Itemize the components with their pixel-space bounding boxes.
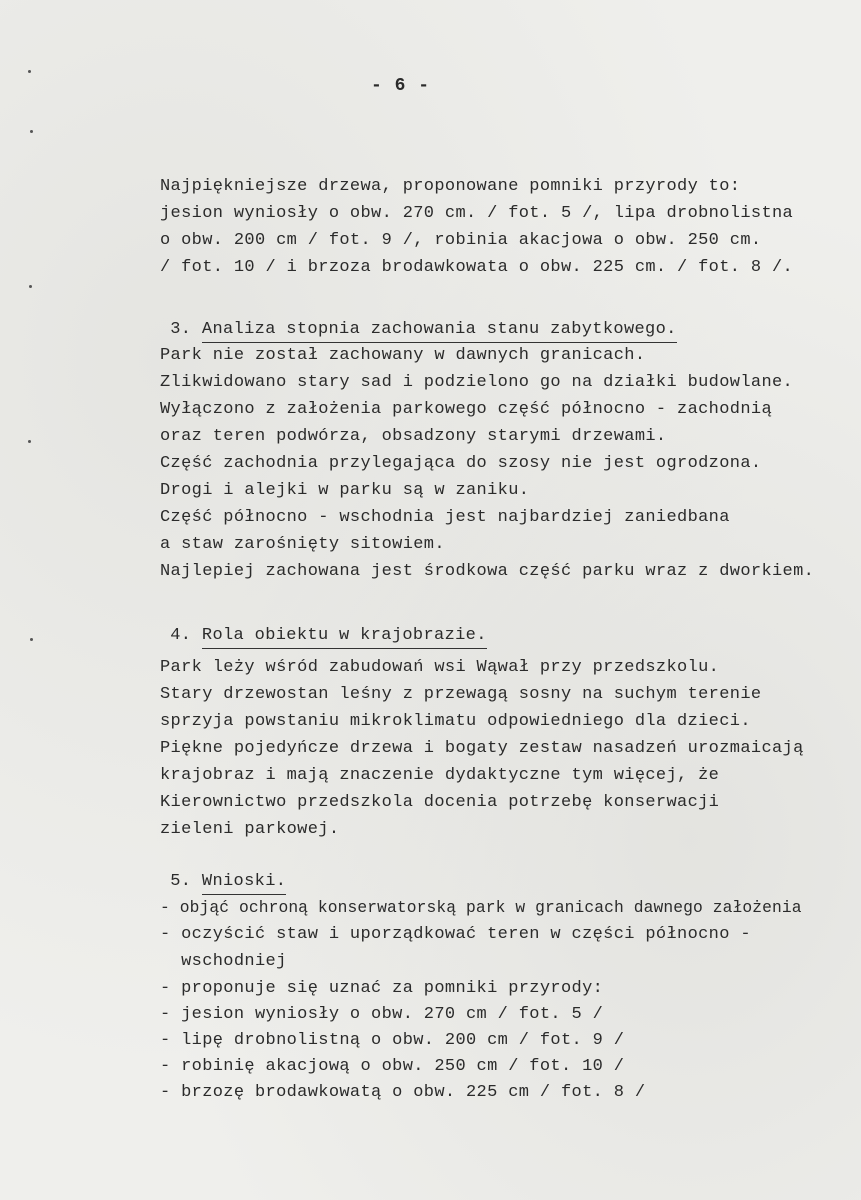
margin-dot [30,638,33,641]
section-5-line: - proponuje się uznać za pomniki przyrody: [160,979,604,998]
section-5-line: - jesion wyniosły o obw. 270 cm / fot. 5 / [160,1005,604,1024]
section-4-number: 4. [170,626,192,645]
section-3-line: Część zachodnia przylegająca do szosy nie jest ogrodzona. [160,454,762,473]
section-5-number: 5. [170,872,192,891]
section-3-line: Wyłączono z założenia parkowego część północno - zachodnią [160,400,772,419]
intro-line: Najpiękniejsze drzewa, proponowane pomniki przyrody to: [160,177,741,196]
section-3-line: Część północno - wschodnia jest najbardziej zaniedbana [160,508,730,527]
section-5-line: - lipę drobnolistną o obw. 200 cm / fot. 9 / [160,1031,625,1050]
section-3-line: a staw zarośnięty sitowiem. [160,535,445,554]
intro-line: o obw. 200 cm / fot. 9 /, robinia akacjowa o obw. 250 cm. [160,231,762,250]
intro-line: / fot. 10 / i brzoza brodawkowata o obw. 225 cm. / fot. 8 /. [160,258,794,277]
section-4-line: Kierownictwo przedszkola docenia potrzebę konserwacji [160,793,720,812]
section-4-line: Stary drzewostan leśny z przewagą sosny na suchym terenie [160,685,762,704]
section-5-line: - robinię akacjową o obw. 250 cm / fot. 10 / [160,1057,625,1076]
section-4-line: Park leży wśród zabudowań wsi Wąwał przy przedszkolu. [160,658,720,677]
margin-dot [29,285,32,288]
section-5-line: wschodniej [160,952,287,971]
margin-dot [30,130,33,133]
section-3-line: Park nie został zachowany w dawnych granicach. [160,346,646,365]
margin-dot [28,70,31,73]
section-4-title: Rola obiektu w krajobrazie. [202,626,487,649]
section-3-title: Analiza stopnia zachowania stanu zabytkowego. [202,320,677,343]
section-4-line: sprzyja powstaniu mikroklimatu odpowiedniego dla dzieci. [160,712,751,731]
page-number: - 6 - [371,76,431,96]
section-5-line: - objąć ochroną konserwatorską park w granicach dawnego założenia [160,898,802,917]
section-5-line: - oczyścić staw i uporządkować teren w części północno - [160,925,751,944]
section-4-heading [128,606,487,666]
section-4-line: Piękne pojedyńcze drzewa i bogaty zestaw nasadzeń urozmaicają [160,739,804,758]
intro-line: jesion wyniosły o obw. 270 cm. / fot. 5 /, lipa drobnolistna [160,204,794,223]
section-4-line: krajobraz i mają znaczenie dydaktyczne tym więcej, że [160,766,720,785]
section-3-line: Zlikwidowano stary sad i podzielono go na działki budowlane. [160,373,794,392]
margin-dot [28,440,31,443]
section-3-line: Najlepiej zachowana jest środkowa część parku wraz z dworkiem. [160,562,815,581]
section-5-title: Wnioski. [202,872,286,895]
section-3-line: oraz teren podwórza, obsadzony starymi drzewami. [160,427,667,446]
section-4-line: zieleni parkowej. [160,820,340,839]
section-5-line: - brzozę brodawkowatą o obw. 225 cm / fot. 8 / [160,1083,646,1102]
section-3-line: Drogi i alejki w parku są w zaniku. [160,481,530,500]
section-3-number: 3. [170,320,192,339]
